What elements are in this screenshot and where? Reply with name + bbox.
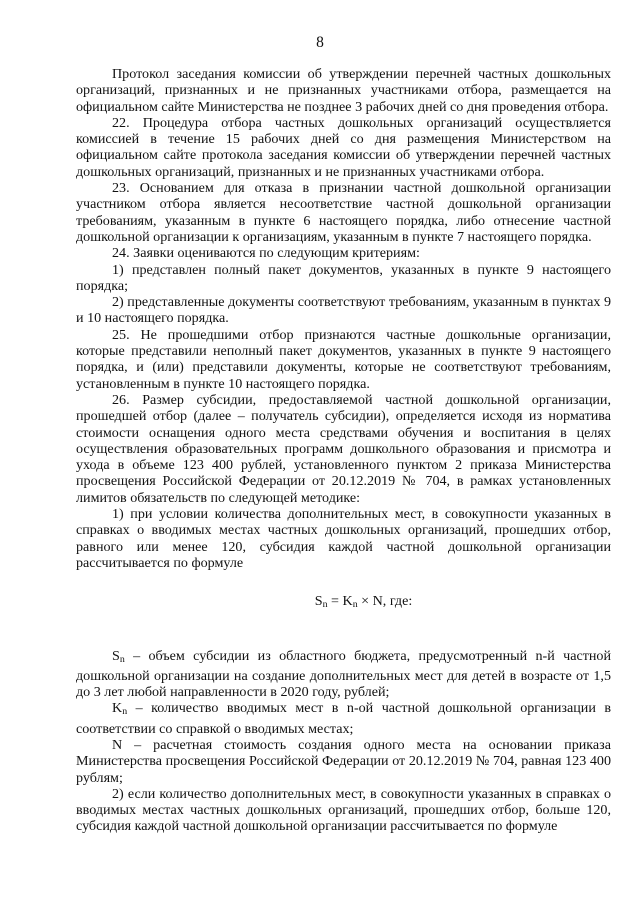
paragraph-23: 23. Основанием для отказа в признании частной дошкольной организации участником отбора является несоответствие частной дошкольной организации требованиям, указанным в пункте 6 настоящего порядка, либо отнесение частной дошкольной организации к организациям, указанным в пункте 7 настоящего порядка. (76, 180, 611, 245)
criterion-2: 2) представленные документы соответствуют требованиям, указанным в пунктах 9 и 10 настоящего порядка. (76, 294, 611, 327)
document-body (76, 66, 611, 835)
subsidy-formula (76, 593, 611, 613)
formula-s-subscript: n (322, 599, 328, 611)
formula-k-subscript: n (352, 599, 358, 611)
definition-n-text: – расчетная стоимость создания одного места на основании приказа Министерства просвещения Российской Федерации от 20.12.2019 № 704, равная 123 400 рублям; (76, 736, 611, 786)
paragraph-22: 22. Процедура отбора частных дошкольных организаций осуществляется комиссией в течение 15 рабочих дней со дня размещения Министерством на официальном сайте протокола заседания комиссии об утверждении перечней частных дошкольных организаций, признанных и не признанных участниками отбора. (76, 114, 611, 180)
formula-k: K (342, 593, 353, 610)
page-number: 8 (316, 34, 324, 51)
definition-s-subscript: n (119, 653, 125, 665)
paragraph-protocol: Протокол заседания комиссии об утверждении перечней частных дошкольных организаций, признанных и не признанных участниками отбора, размещается на официальном сайте Министерства не позднее 3 рабочих дней со дня проведения отбора. (76, 66, 611, 115)
paragraph-24: 24. Заявки оцениваются по следующим критериям: (112, 245, 420, 262)
definition-s-symbol: S (112, 647, 120, 664)
definition-k-text: – количество вводимых мест в n-ой частной дошкольной организации в соответствии со справкой о вводимых местах; (76, 700, 611, 737)
definition-k-symbol: K (112, 700, 123, 717)
definition-s-text: – объем субсидии из областного бюджета, предусмотренный n-й частной дошкольной организации на создание дополнительных мест для детей в возрасте от 1,5 до 3 лет любой направленности в 2020 году, рублей; (76, 647, 611, 701)
definition-n (76, 737, 611, 786)
criterion-1: 1) представлен полный пакет документов, указанных в пункте 9 настоящего порядка; (76, 261, 611, 294)
paragraph-26: 26. Размер субсидии, предоставляемой частной дошкольной организации, прошедшей отбор (далее – получатель субсидии), определяется исходя из норматива стоимости оснащения одного места средствами обучения и воспитания в целях осуществления образовательных программ дошкольного образования и присмотра и ухода в объеме 123 400 рублей, установленного пунктом 2 приказа Министерства просвещения Российской Федерации от 20.12.2019 № 704, в рамках установленных лимитов обязательств по следующей методике: (76, 391, 611, 506)
definition-k (76, 700, 611, 737)
formula-equals: = (327, 593, 343, 610)
definition-s (76, 648, 611, 701)
formula-s: S (314, 593, 323, 610)
method-case-1: 1) при условии количества дополнительных мест, в совокупности указанных в справках о вводимых местах частных дошкольных организаций, прошедших отбор, равного или менее 120, субсидия каждой частной дошкольной организации рассчитывается по формуле (76, 506, 611, 571)
definition-k-subscript: n (122, 706, 128, 718)
paragraph-25: 25. Не прошедшими отбор признаются частные дошкольные организации, которые представили неполный пакет документов, указанных в пункте 9 настоящего порядка, и (или) представили документы, которые не соответствуют требованиям, установленным в пункте 10 настоящего порядка. (76, 326, 611, 392)
formula-rest: × N, где: (357, 593, 413, 610)
definition-n-symbol: N (112, 736, 123, 753)
method-case-2: 2) если количество дополнительных мест, в совокупности указанных в справках о вводимых местах частных дошкольных организаций, прошедших отбор, больше 120, субсидия каждой частной дошкольной организации рассчитывается по формуле (76, 785, 611, 835)
